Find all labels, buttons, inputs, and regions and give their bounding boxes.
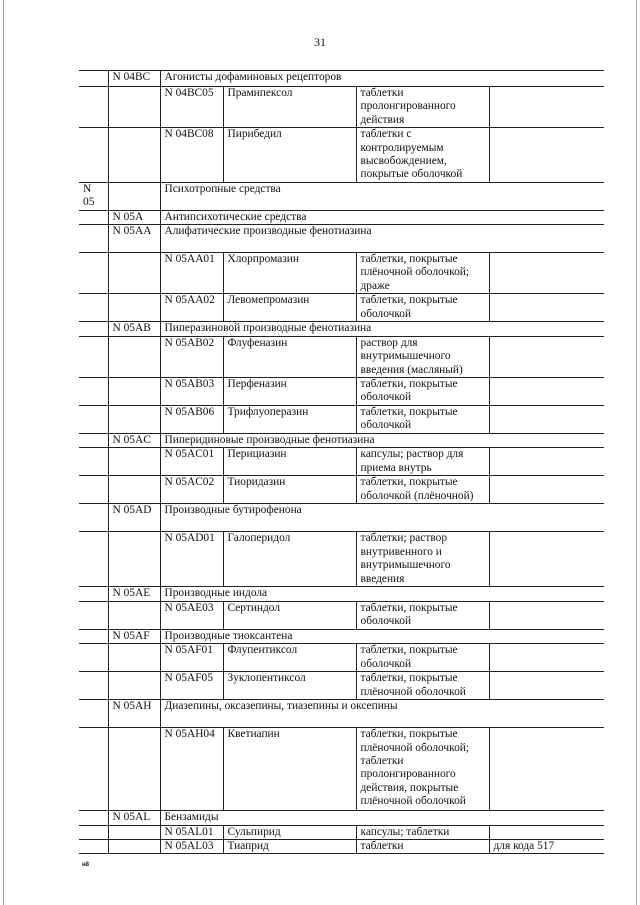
atc-group-code-cell [108, 825, 160, 839]
atc-code-cell: N 05AF01 [160, 644, 223, 672]
scan-left-edge [3, 0, 4, 905]
table-body [79, 71, 604, 854]
note-cell [489, 336, 604, 377]
dosage-form-cell: таблетки; раствор внутривенного и внутримышечного введения [356, 532, 489, 587]
atc-group-code-cell [108, 644, 160, 672]
drug-name-cell: Флупентиксол [223, 644, 356, 672]
atc-level1-cell [79, 336, 108, 377]
note-cell [489, 825, 604, 839]
atc-group-code-cell: N 05AC [108, 433, 160, 447]
atc-code-cell: N 05AA02 [160, 294, 223, 322]
group-row [79, 811, 604, 825]
group-row [79, 629, 604, 643]
atc-group-code-cell: N 05AB [108, 322, 160, 336]
note-cell [489, 644, 604, 672]
atc-code-cell: N 05AL01 [160, 825, 223, 839]
atc-group-code-cell [108, 839, 160, 853]
atc-level1-cell [79, 377, 108, 405]
atc-code-cell: N 05AA01 [160, 253, 223, 294]
drug-row [79, 336, 604, 377]
drug-name-cell: Перфеназин [223, 377, 356, 405]
drug-row [79, 448, 604, 476]
atc-level1-cell [79, 532, 108, 587]
note-cell [489, 448, 604, 476]
dosage-form-cell: таблетки, покрытые оболочкой [356, 377, 489, 405]
atc-code-cell: N 05AC01 [160, 448, 223, 476]
atc-group-code-cell [108, 377, 160, 405]
dosage-form-cell: раствор для внутримышечного введения (масляный) [356, 336, 489, 377]
atc-level1-cell [79, 601, 108, 629]
note-cell [489, 294, 604, 322]
atc-group-code-cell [108, 128, 160, 183]
drug-row [79, 377, 604, 405]
dosage-form-cell: таблетки, покрытые плёночной оболочкой; драже [356, 253, 489, 294]
atc-group-code-cell: N 05AH [108, 700, 160, 728]
drug-name-cell: Хлорпромазин [223, 253, 356, 294]
note-cell [489, 253, 604, 294]
atc-group-code-cell [108, 253, 160, 294]
atc-code-cell: N 05AC02 [160, 476, 223, 504]
atc-level1-cell [79, 294, 108, 322]
group-row [79, 700, 604, 728]
dosage-form-cell: таблетки, покрытые плёночной оболочкой; таблетки пролонгированного действия, покрытые плёночной оболочкой [356, 728, 489, 811]
drug-name-cell: Зуклопентиксол [223, 672, 356, 700]
atc-level1-cell [79, 700, 108, 728]
atc-level1-cell [79, 448, 108, 476]
atc-group-code-cell [108, 672, 160, 700]
group-name-cell: Агонисты дофаминовых рецепторов [160, 71, 604, 87]
drug-row [79, 728, 604, 811]
dosage-form-cell: таблетки, покрытые оболочкой [356, 644, 489, 672]
atc-level1-cell [79, 128, 108, 183]
group-name-cell: Бензамиды [160, 811, 604, 825]
atc-group-code-cell [108, 182, 160, 210]
group-name-cell: Производные тиоксантена [160, 629, 604, 643]
drug-name-cell: Флуфеназин [223, 336, 356, 377]
group-name-cell: Пиперазиновой производные фенотиазина [160, 322, 604, 336]
atc-code-cell: N 05AE03 [160, 601, 223, 629]
note-cell [489, 672, 604, 700]
group-row [79, 225, 604, 253]
atc-level1-cell [79, 433, 108, 447]
atc-code-cell: N 05AL03 [160, 839, 223, 853]
dosage-form-cell: таблетки, покрытые плёночной оболочкой [356, 672, 489, 700]
drug-row [79, 601, 604, 629]
atc-group-code-cell [108, 294, 160, 322]
atc-group-code-cell: N 05AD [108, 504, 160, 532]
atc-level1-cell [79, 476, 108, 504]
atc-level1-cell [79, 322, 108, 336]
dosage-form-cell: таблетки, покрытые оболочкой (плёночной) [356, 476, 489, 504]
drug-row [79, 405, 604, 433]
drug-row [79, 839, 604, 853]
group-name-cell: Производные бутирофенона [160, 504, 604, 532]
atc-group-code-cell [108, 448, 160, 476]
drug-name-cell: Трифлуоперазин [223, 405, 356, 433]
scan-right-edge [636, 0, 637, 905]
drug-row [79, 825, 604, 839]
atc-code-cell: N 04BC08 [160, 128, 223, 183]
drug-name-cell: Прамипексол [223, 87, 356, 128]
atc-code-cell: N 05AB02 [160, 336, 223, 377]
atc-code-cell: N 05AF05 [160, 672, 223, 700]
atc-code-cell: N 04BC05 [160, 87, 223, 128]
group-row [79, 210, 604, 224]
atc-level1-cell [79, 405, 108, 433]
dosage-form-cell: таблетки, покрытые оболочкой [356, 294, 489, 322]
atc-code-cell: N 05AD01 [160, 532, 223, 587]
atc-level1-cell [79, 71, 108, 87]
dosage-form-cell: таблетки [356, 839, 489, 853]
atc-group-code-cell: N 04BC [108, 71, 160, 87]
atc-level1-cell [79, 225, 108, 253]
atc-group-code-cell: N 05A [108, 210, 160, 224]
note-cell [489, 405, 604, 433]
drug-row [79, 644, 604, 672]
atc-level1-cell [79, 629, 108, 643]
page-number: 31 [314, 35, 326, 49]
atc-group-code-cell: N 05AF [108, 629, 160, 643]
group-name-cell: Психотропные средства [160, 182, 604, 210]
drug-classification-table [79, 70, 604, 854]
group-row [79, 71, 604, 87]
note-cell [489, 476, 604, 504]
drug-row [79, 128, 604, 183]
drug-row [79, 532, 604, 587]
drug-row [79, 476, 604, 504]
dosage-form-cell: капсулы; раствор для приема внутрь [356, 448, 489, 476]
atc-level1-cell: N 05 [79, 182, 108, 210]
group-row [79, 433, 604, 447]
atc-level1-cell [79, 644, 108, 672]
group-name-cell: Диазепины, оксазепины, тиазепины и оксепины [160, 700, 604, 728]
drug-name-cell: Тиаприд [223, 839, 356, 853]
group-row [79, 182, 604, 210]
drug-name-cell: Левомепромазин [223, 294, 356, 322]
drug-name-cell: Галоперидол [223, 532, 356, 587]
atc-level1-cell [79, 253, 108, 294]
drug-row [79, 672, 604, 700]
group-name-cell: Алифатические производные фенотиазина [160, 225, 604, 253]
atc-group-code-cell: N 05AL [108, 811, 160, 825]
drug-name-cell: Сульпирид [223, 825, 356, 839]
atc-group-code-cell [108, 87, 160, 128]
drug-name-cell: Сертиндол [223, 601, 356, 629]
group-name-cell: Производные индола [160, 587, 604, 601]
group-row [79, 504, 604, 532]
drug-name-cell: Тиоридазин [223, 476, 356, 504]
atc-level1-cell [79, 87, 108, 128]
footer-mark: н8 [82, 862, 89, 868]
atc-code-cell: N 05AB03 [160, 377, 223, 405]
note-cell [489, 377, 604, 405]
drug-name-cell: Перициазин [223, 448, 356, 476]
note-cell [489, 532, 604, 587]
atc-group-code-cell [108, 532, 160, 587]
atc-level1-cell [79, 672, 108, 700]
dosage-form-cell: капсулы; таблетки [356, 825, 489, 839]
atc-level1-cell [79, 825, 108, 839]
dosage-form-cell: таблетки пролонгированного действия [356, 87, 489, 128]
atc-level1-cell [79, 839, 108, 853]
table-frame [79, 70, 604, 854]
atc-level1-cell [79, 811, 108, 825]
note-cell: для кода 517 [489, 839, 604, 853]
atc-group-code-cell [108, 405, 160, 433]
note-cell [489, 728, 604, 811]
group-row [79, 587, 604, 601]
dosage-form-cell: таблетки, покрытые оболочкой [356, 405, 489, 433]
drug-row [79, 87, 604, 128]
dosage-form-cell: таблетки, покрытые оболочкой [356, 601, 489, 629]
atc-group-code-cell [108, 476, 160, 504]
atc-code-cell: N 05AH04 [160, 728, 223, 811]
note-cell [489, 128, 604, 183]
atc-group-code-cell [108, 336, 160, 377]
note-cell [489, 601, 604, 629]
atc-level1-cell [79, 504, 108, 532]
note-cell [489, 87, 604, 128]
group-row [79, 322, 604, 336]
atc-level1-cell [79, 587, 108, 601]
drug-name-cell: Кветиапин [223, 728, 356, 811]
atc-group-code-cell: N 05AE [108, 587, 160, 601]
atc-group-code-cell: N 05AA [108, 225, 160, 253]
drug-row [79, 294, 604, 322]
atc-group-code-cell [108, 728, 160, 811]
dosage-form-cell: таблетки с контролируемым высвобождением, покрытые оболочкой [356, 128, 489, 183]
atc-level1-cell [79, 210, 108, 224]
atc-code-cell: N 05AB06 [160, 405, 223, 433]
atc-level1-cell [79, 728, 108, 811]
atc-group-code-cell [108, 601, 160, 629]
group-name-cell: Антипсихотические средства [160, 210, 604, 224]
drug-row [79, 253, 604, 294]
group-name-cell: Пиперидиновые производные фенотиазина [160, 433, 604, 447]
drug-name-cell: Пирибедил [223, 128, 356, 183]
